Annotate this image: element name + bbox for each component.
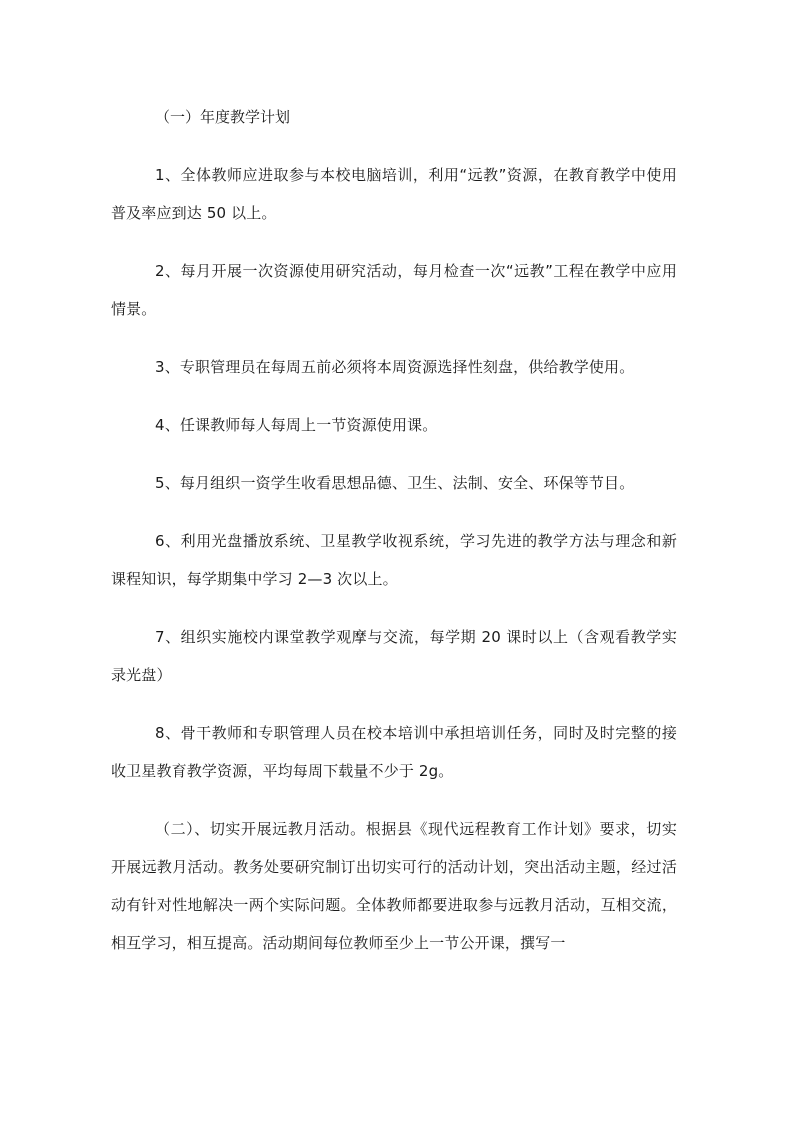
document-body	[111, 98, 677, 962]
plan-item-2: 2、每月开展一次资源使用研究活动，每月检查一次“远教”工程在教学中应用情景。	[111, 262, 677, 318]
plan-item-6: 6、利用光盘播放系统、卫星教学收视系统，学习先进的教学方法与理念和新课程知识，每学期集中学习 2—3 次以上。	[111, 532, 677, 588]
plan-item-7: 7、组织实施校内课堂教学观摩与交流，每学期 20 课时以上（含观看教学实录光盘）	[111, 628, 677, 684]
plan-item-8: 8、骨干教师和专职管理人员在校本培训中承担培训任务，同时及时完整的接收卫星教育教学资源，平均每周下载量不少于 2g。	[111, 724, 677, 780]
section-heading-annual-plan: （一）年度教学计划	[155, 108, 291, 126]
plan-item-4: 4、任课教师每人每周上一节资源使用课。	[155, 416, 438, 434]
plan-item-1: 1、全体教师应进取参与本校电脑培训，利用“远教”资源，在教育教学中使用普及率应到达 50 以上。	[111, 166, 677, 222]
plan-item-3: 3、专职管理员在每周五前必须将本周资源选择性刻盘，供给教学使用。	[155, 358, 635, 376]
plan-item-5: 5、每月组织一资学生收看思想品德、卫生、法制、安全、环保等节目。	[155, 474, 635, 492]
section-two-paragraph: （二）、切实开展远教月活动。根据县《现代远程教育工作计划》要求，切实开展远教月活动。教务处要研究制订出切实可行的活动计划，突出活动主题，经过活动有针对性地解决一两个实际问题。全体教师都要进取参与远教月活动，互相交流，相互学习，相互提高。活动期间每位教师至少上一节公开课，撰写一	[111, 820, 677, 952]
